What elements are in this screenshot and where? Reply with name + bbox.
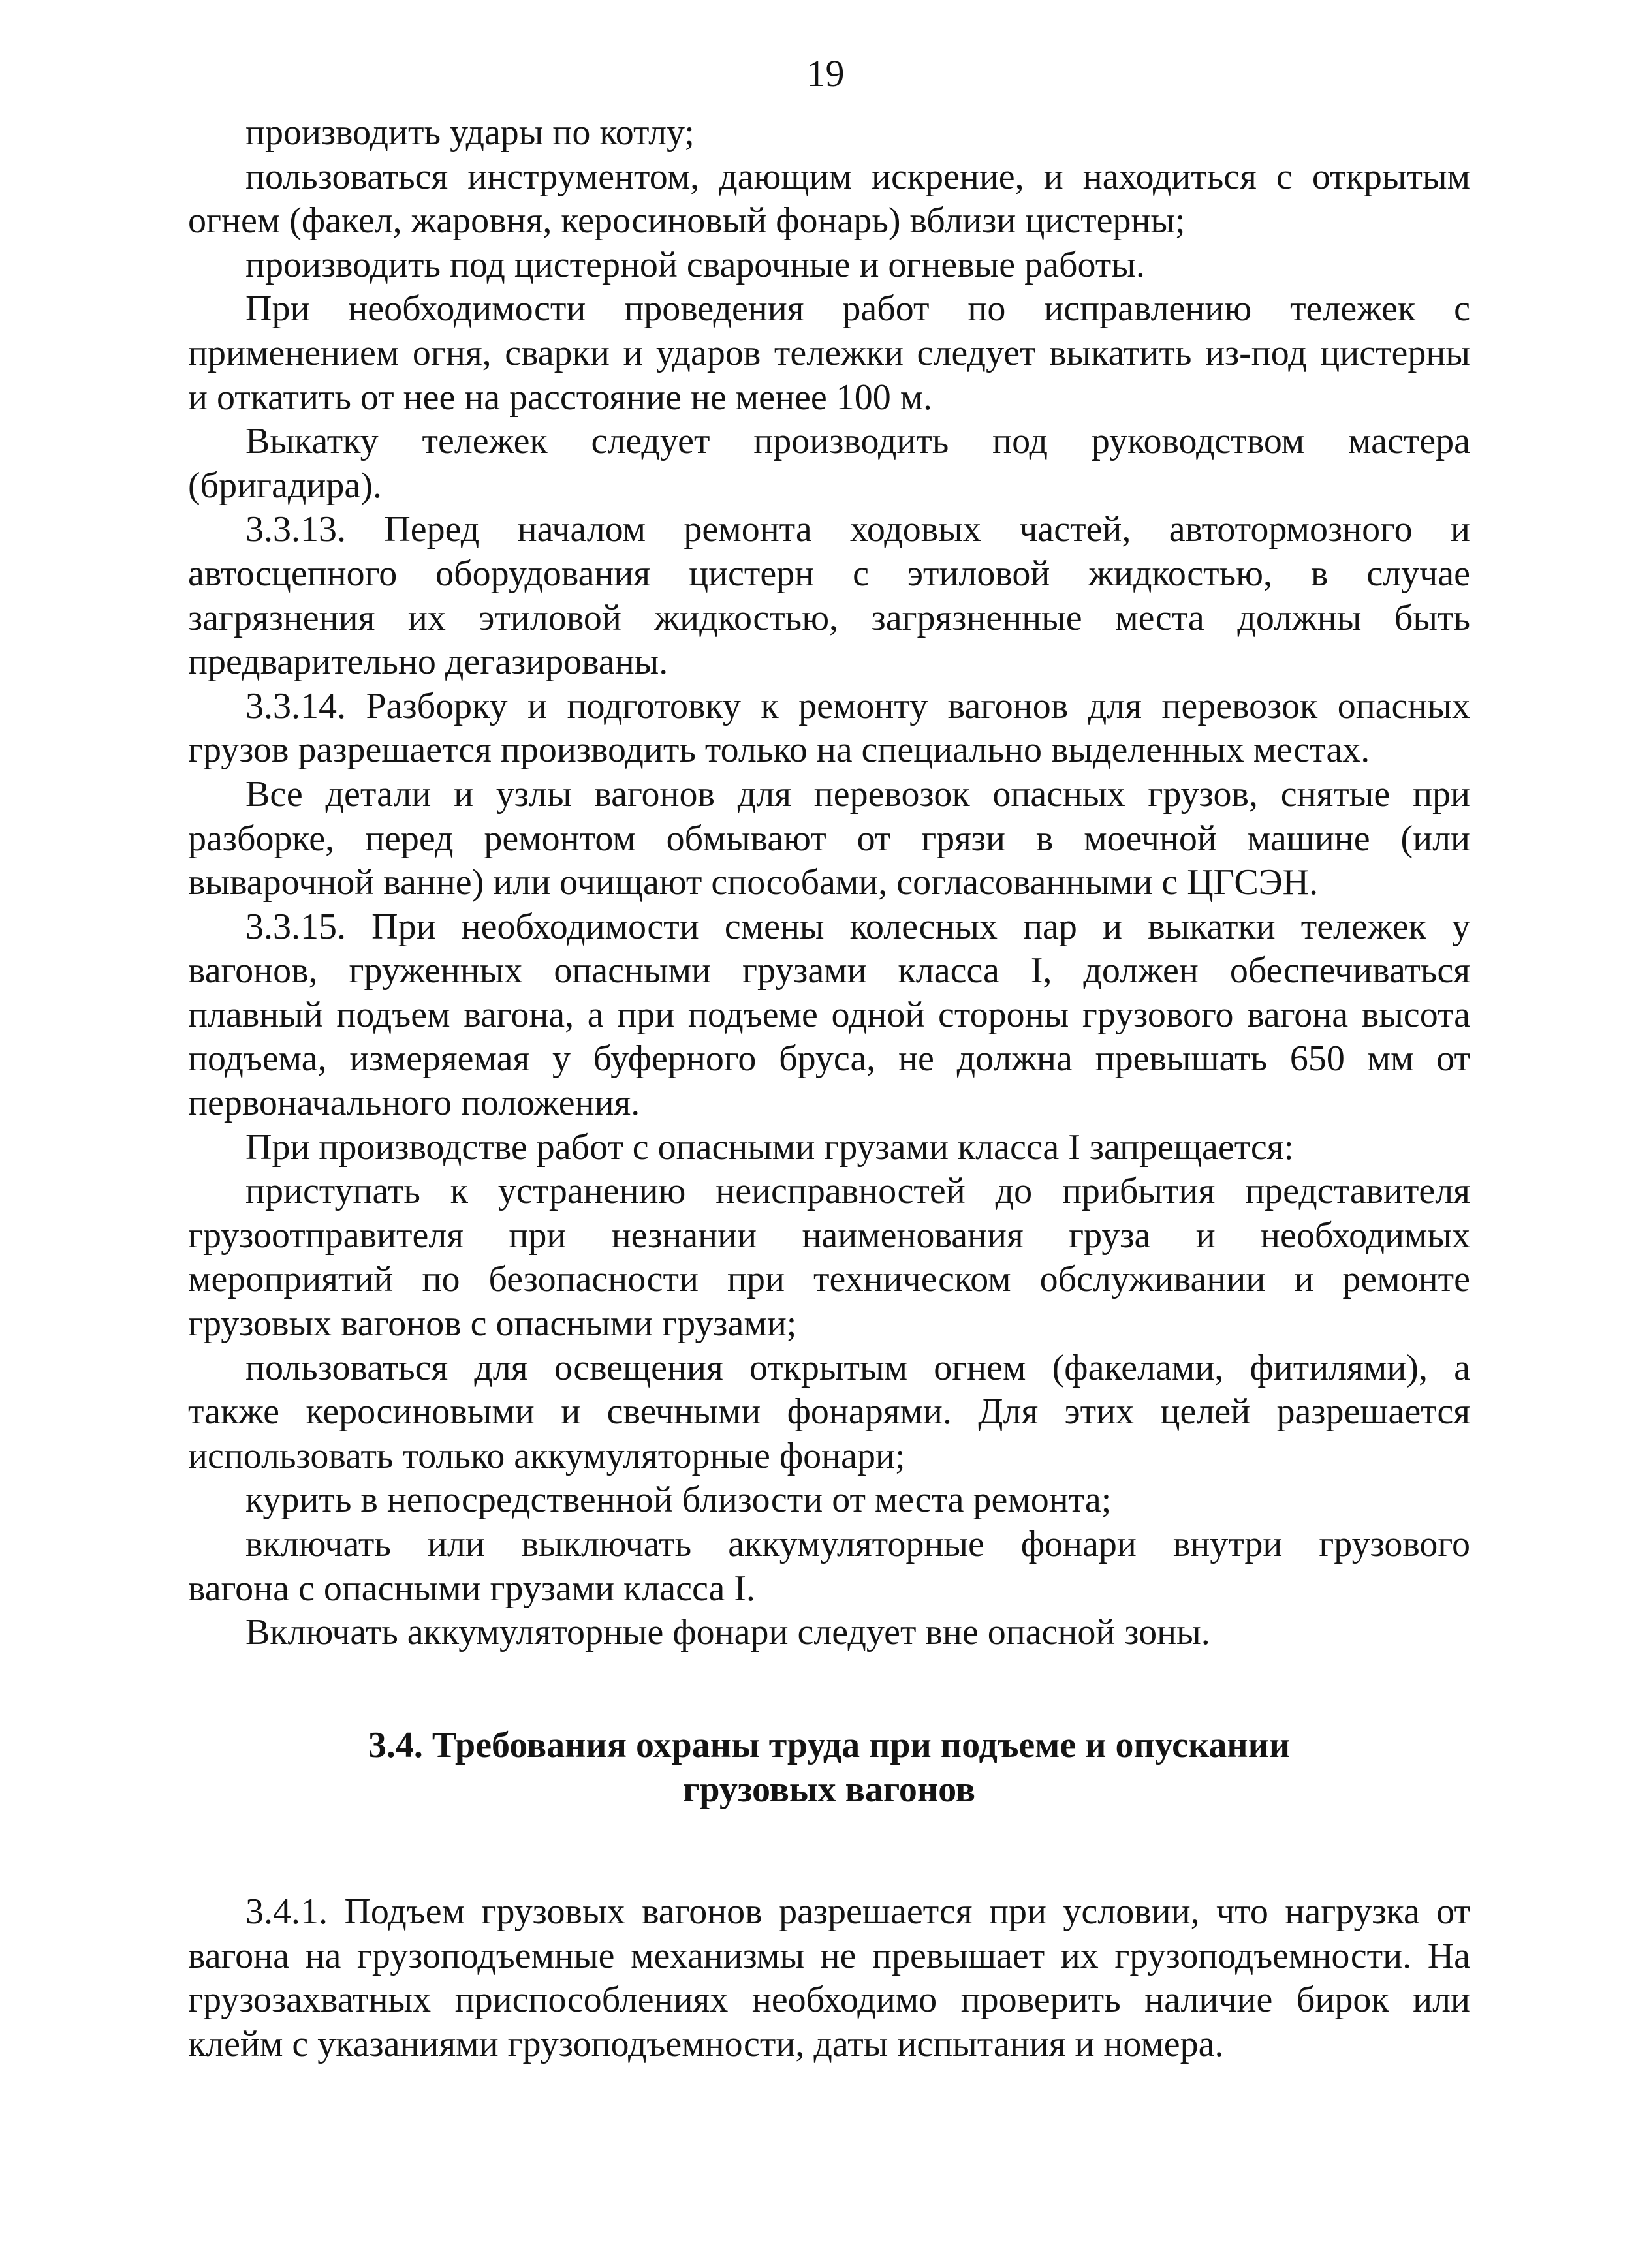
- section-body-text: [188, 1890, 1470, 2066]
- text-line: также керосиновыми и свечными фонарями. Для этих целей разрешается: [188, 1391, 1470, 1433]
- page-number: 19: [806, 52, 845, 95]
- text-line: предварительно дегазированы.: [188, 642, 668, 683]
- text-line: загрязнения их этиловой жидкостью, загрязненные места должны быть: [188, 597, 1470, 638]
- text-line: включать или выключать аккумуляторные фонари внутри грузового: [245, 1524, 1470, 1564]
- paragraph: [188, 685, 1470, 773]
- text-line: грузоотправителя при незнании наименования груза и необходимых: [188, 1215, 1470, 1256]
- text-line: приступать к устранению неисправностей до прибытия представителя: [245, 1171, 1470, 1212]
- section-heading-line: 3.4. Требования охраны труда при подъеме и опускании: [368, 1725, 1291, 1765]
- text-line: производить под цистерной сварочные и огневые работы.: [245, 244, 1145, 285]
- text-line: производить удары по котлу;: [245, 112, 695, 153]
- paragraph: [188, 1523, 1470, 1611]
- paragraph: [188, 1170, 1470, 1346]
- body-text: [188, 111, 1470, 1655]
- text-line: и откатить от нее на расстояние не менее 100 м.: [188, 377, 933, 418]
- text-line: огнем (факел, жаровня, керосиновый фонарь) вблизи цистерны;: [188, 200, 1186, 241]
- text-line: вагона с опасными грузами класса I.: [188, 1568, 756, 1609]
- paragraph: [188, 1126, 1470, 1170]
- text-line: 3.3.14. Разборку и подготовку к ремонту вагонов для перевозок опасных: [245, 685, 1470, 726]
- paragraph: [188, 155, 1470, 243]
- text-line: грузозахватных приспособлениях необходимо проверить наличие бирок или: [188, 1980, 1470, 2021]
- paragraph: [188, 1478, 1470, 1523]
- text-line: грузов разрешается производить только на специально выделенных местах.: [188, 730, 1370, 771]
- paragraph: [188, 508, 1470, 684]
- text-line: При производстве работ с опасными грузами класса I запрещается:: [245, 1126, 1295, 1168]
- text-line: (бригадира).: [188, 465, 382, 506]
- text-line: подъема, измеряемая у буферного бруса, не должна превышать 650 мм от: [188, 1038, 1470, 1080]
- text-line: плавный подъем вагона, а при подъеме одной стороны грузового вагона высота: [188, 994, 1470, 1035]
- paragraph: [188, 905, 1470, 1126]
- text-line: 3.3.13. Перед началом ремонта ходовых частей, автотормозного и: [245, 509, 1470, 550]
- text-line: 3.3.15. При необходимости смены колесных пар и выкатки тележек у: [245, 906, 1470, 947]
- paragraph: [188, 287, 1470, 420]
- section-heading-line: грузовых вагонов: [683, 1769, 975, 1810]
- paragraph: [188, 1611, 1470, 1655]
- text-line: курить в непосредственной близости от места ремонта;: [245, 1480, 1112, 1521]
- text-line: Выкатку тележек следует производить под руководством мастера: [245, 421, 1470, 462]
- text-line: клейм с указаниями грузоподъемности, даты испытания и номера.: [188, 2023, 1224, 2064]
- text-line: грузовых вагонов с опасными грузами;: [188, 1303, 797, 1344]
- text-line: мероприятий по безопасности при техническом обслуживании и ремонте: [188, 1259, 1470, 1300]
- paragraph: [188, 773, 1470, 905]
- text-line: пользоваться инструментом, дающим искрение, и находиться с открытым: [245, 156, 1470, 197]
- text-line: При необходимости проведения работ по исправлению тележек с: [245, 288, 1470, 330]
- paragraph: [188, 1890, 1470, 2066]
- text-line: вагонов, груженных опасными грузами класса I, должен обеспечиваться: [188, 950, 1470, 991]
- text-line: 3.4.1. Подъем грузовых вагонов разрешается при условии, что нагрузка от: [245, 1891, 1470, 1932]
- paragraph: [188, 420, 1470, 508]
- paragraph: [188, 111, 1470, 155]
- text-line: Все детали и узлы вагонов для перевозок опасных грузов, снятые при: [245, 773, 1470, 815]
- paragraph: [188, 243, 1470, 288]
- text-line: первоначального положения.: [188, 1083, 640, 1124]
- section-heading: [188, 1723, 1470, 1812]
- text-line: использовать только аккумуляторные фонари;: [188, 1435, 905, 1476]
- text-line: выварочной ванне) или очищают способами, согласованными с ЦГСЭН.: [188, 862, 1319, 903]
- text-line: пользоваться для освещения открытым огнем (факелами, фитилями), а: [245, 1347, 1470, 1388]
- paragraph: [188, 1346, 1470, 1479]
- text-line: автосцепного оборудования цистерн с этиловой жидкостью, в случае: [188, 553, 1470, 594]
- text-line: вагона на грузоподъемные механизмы не превышает их грузоподъемности. На: [188, 1935, 1470, 1976]
- text-line: применением огня, сварки и ударов тележки следует выкатить из-под цистерны: [188, 332, 1470, 373]
- text-line: разборке, перед ремонтом обмывают от грязи в моечной машине (или: [188, 818, 1470, 859]
- text-line: Включать аккумуляторные фонари следует вне опасной зоны.: [245, 1612, 1210, 1653]
